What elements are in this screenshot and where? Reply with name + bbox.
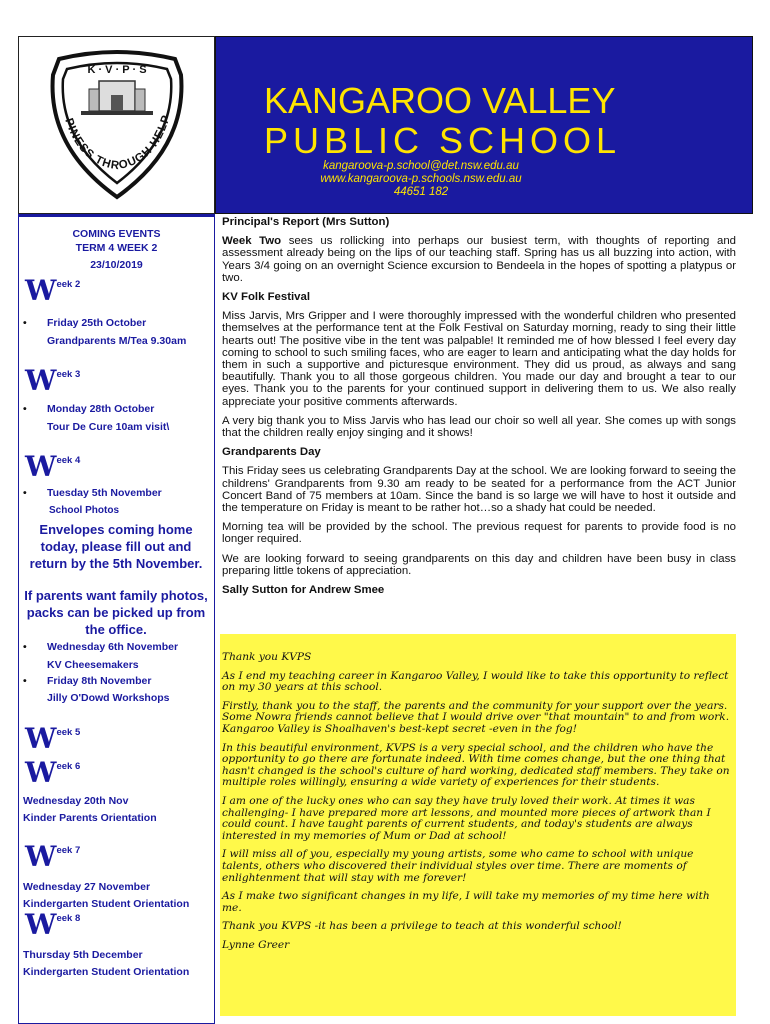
logo-initials: K · V · P · S [87, 64, 147, 76]
event-item: • Wednesday 6th November [23, 641, 179, 653]
events-date: 23/10/2019 [90, 259, 143, 271]
week-8-heading [25, 908, 81, 941]
event-item: • Friday 25th October [23, 317, 147, 329]
event-description: Tour De Cure 10am visit\ [47, 421, 170, 433]
event-description: Kindergarten Student Orientation [23, 966, 190, 978]
grandparents-closing-text: We are looking forward to seeing grandparents on this day and children have been busy in class preparing little tokens of appreciation. [222, 552, 736, 577]
heading-line2: TERM 4 WEEK 2 [75, 242, 158, 254]
week-letter: W [25, 274, 57, 307]
grandparents-day-text: This Friday sees us celebrating Grandparents Day at the school. We are looking forward to seeing the childrens' Grandparents from 9.30 am ready to be seated for a performance from the ACT Junior Concert Band of 75 members at 10am. Since the band is so large we will have to host it outside and the temperature on Friday is meant to be rather hot…so a shady hat could be needed. [222, 465, 736, 515]
farewell-paragraph: I will miss all of you, especially my young artists, some who came to school with unique talents, others who discovered their individual styles over time. There are moments of enlightenment that will stay with me forever! [222, 848, 694, 884]
school-website[interactable]: www.kangaroova-p.schools.nsw.edu.au [320, 173, 522, 185]
event-date: Thursday 5th December [23, 949, 143, 961]
envelopes-notice: Envelopes coming home today, please fill out and return by the 5th November. [29, 522, 203, 571]
coming-events-sidebar [18, 214, 215, 1024]
farewell-letter [220, 634, 736, 1016]
choir-thanks-text: A very big thank you to Miss Jarvis who has lead our choir so well all year. She comes up with songs that the children really enjoy singing and it shows! [222, 414, 736, 440]
week-number: eek 7 [56, 845, 81, 856]
event-date: Friday 8th November [47, 675, 152, 687]
week-7-heading [25, 840, 81, 873]
school-name-line2: PUBLIC SCHOOL [264, 120, 622, 161]
week-letter: W [25, 722, 57, 755]
event-description: School Photos [49, 505, 119, 516]
school-name [264, 81, 621, 161]
heading-line1: COMING EVENTS [72, 228, 161, 240]
farewell-paragraph: As I end my teaching career in Kangaroo Valley, I would like to take this opportunity to reflect on my 30 years at this school. [222, 669, 729, 694]
school-logo [18, 36, 215, 214]
event-description: Grandparents M/Tea 9.30am [47, 335, 187, 347]
week-number: eek 6 [56, 761, 81, 772]
event-date: Monday 28th October [47, 403, 155, 415]
school-email[interactable]: kangaroova-p.school@det.nsw.edu.au [323, 160, 519, 172]
week-5-heading [25, 722, 81, 755]
report-intro-text: sees us rollicking into perhaps our busiest term, with thoughts of reporting and assessment already being on the lips of our teaching staff. Spring has us all buzzing into action, with Years 3/4 going on an overnight Science excursion to Bendeela in the hopes of spotting a platypus or two. [222, 235, 736, 284]
event-date: Friday 25th October [47, 317, 147, 329]
school-name-line1: KANGAROO VALLEY [264, 80, 616, 121]
morning-tea-text: Morning tea will be provided by the school. The previous request for parents to provide food is no longer required. [222, 521, 736, 546]
event-description: Kinder Parents Orientation [23, 812, 157, 824]
event-item: • Friday 8th November [23, 675, 152, 687]
event-description: Kindergarten Student Orientation [23, 898, 190, 910]
report-signoff: Sally Sutton for Andrew Smee [222, 584, 385, 597]
event-description: KV Cheesemakers [47, 659, 139, 671]
week-letter: W [25, 364, 57, 397]
week-3-heading [25, 364, 81, 397]
principals-report [222, 216, 736, 603]
school-phone: 44651 182 [393, 186, 449, 198]
week-4-heading [25, 450, 81, 483]
coming-events-heading [19, 227, 214, 255]
week-number: eek 4 [56, 455, 81, 466]
week-letter: W [25, 908, 57, 941]
folk-festival-text: Miss Jarvis, Mrs Gripper and I were thoroughly impressed with the wonderful children who presented themselves at the performance tent at the Folk Festival on Saturday morning, ready to sing their little hearts out! The positive vibe in the tent was palpable! It reminded me of how blessed I feel every day coming to school to such smiling faces, who are eager to learn and anticipating what the day holds for them in such a supportive and picturesque environment. They did us proud, as always and sang beautifully. Thank you to all those gorgeous children. You made our day and brought a tear to our eyes. Thank you to the parents for your continued support in delivering them to us. We also really appreciate your positive comments afterwards. [222, 310, 736, 408]
header-banner [215, 36, 753, 214]
week-letter: W [25, 840, 57, 873]
event-description: Jilly O'Dowd Workshops [47, 692, 170, 704]
week-number: eek 3 [56, 369, 81, 380]
event-item: • Tuesday 5th November [23, 487, 162, 499]
grandparents-day-heading: Grandparents Day [222, 446, 321, 459]
logo-motto: PINESS THROUGH HELP [62, 113, 173, 173]
folk-festival-heading: KV Folk Festival [222, 291, 310, 304]
farewell-paragraph: As I make two significant changes in my life, I will take my memories of my time here with me. [222, 890, 710, 914]
event-date: Wednesday 27 November [23, 881, 151, 893]
farewell-signature: Lynne Greer [222, 938, 290, 951]
week-6-heading [25, 756, 81, 789]
event-date: Wednesday 6th November [47, 641, 179, 653]
week-letter: W [25, 450, 57, 483]
farewell-paragraph: Firstly, thank you to the staff, the parents and the community for your support over the years. Some Nowra friends cannot believe that I would drive over "that mountain" to and from work. Kangaroo Valley is Shoalhaven's best-kept secret -even in the fog! [222, 699, 730, 735]
report-intro [222, 235, 736, 284]
event-date: Wednesday 20th Nov [23, 795, 129, 807]
report-heading: Principal's Report (Mrs Sutton) [222, 216, 390, 228]
school-crest-icon [19, 37, 214, 213]
photos-notice: If parents want family photos, packs can be picked up from the office. [24, 588, 208, 637]
week-2-heading [25, 274, 81, 307]
farewell-greeting: Thank you KVPS [222, 651, 312, 663]
farewell-paragraph: Thank you KVPS -it has been a privilege to teach at this wonderful school! [222, 920, 622, 933]
report-intro-lead: Week Two [222, 235, 282, 248]
event-item: • Monday 28th October [23, 403, 155, 415]
week-number: eek 8 [56, 913, 81, 924]
farewell-paragraph: In this beautiful environment, KVPS is a very special school, and the children who have the opportunity to go there are fortunate indeed. With time comes change, but the one thing that hasn't changed is the school's culture of hard working, dedicated staff members. They take on multiple roles willingly, ensuring a wide variety of experiences for their students. [222, 741, 730, 789]
week-number: eek 5 [56, 727, 81, 738]
week-letter: W [25, 756, 57, 789]
contact-block [216, 160, 626, 199]
farewell-paragraph: I am one of the lucky ones who can say they have truly loved their work. At times it was challenging- I have prepared more art lessons, and mounted more pieces of artwork than I could count. I have taught parents of current students, and today's students are always interested in my memories of Mum or Dad at school! [222, 794, 711, 842]
event-date: Tuesday 5th November [47, 487, 162, 499]
week-number: eek 2 [56, 279, 81, 290]
